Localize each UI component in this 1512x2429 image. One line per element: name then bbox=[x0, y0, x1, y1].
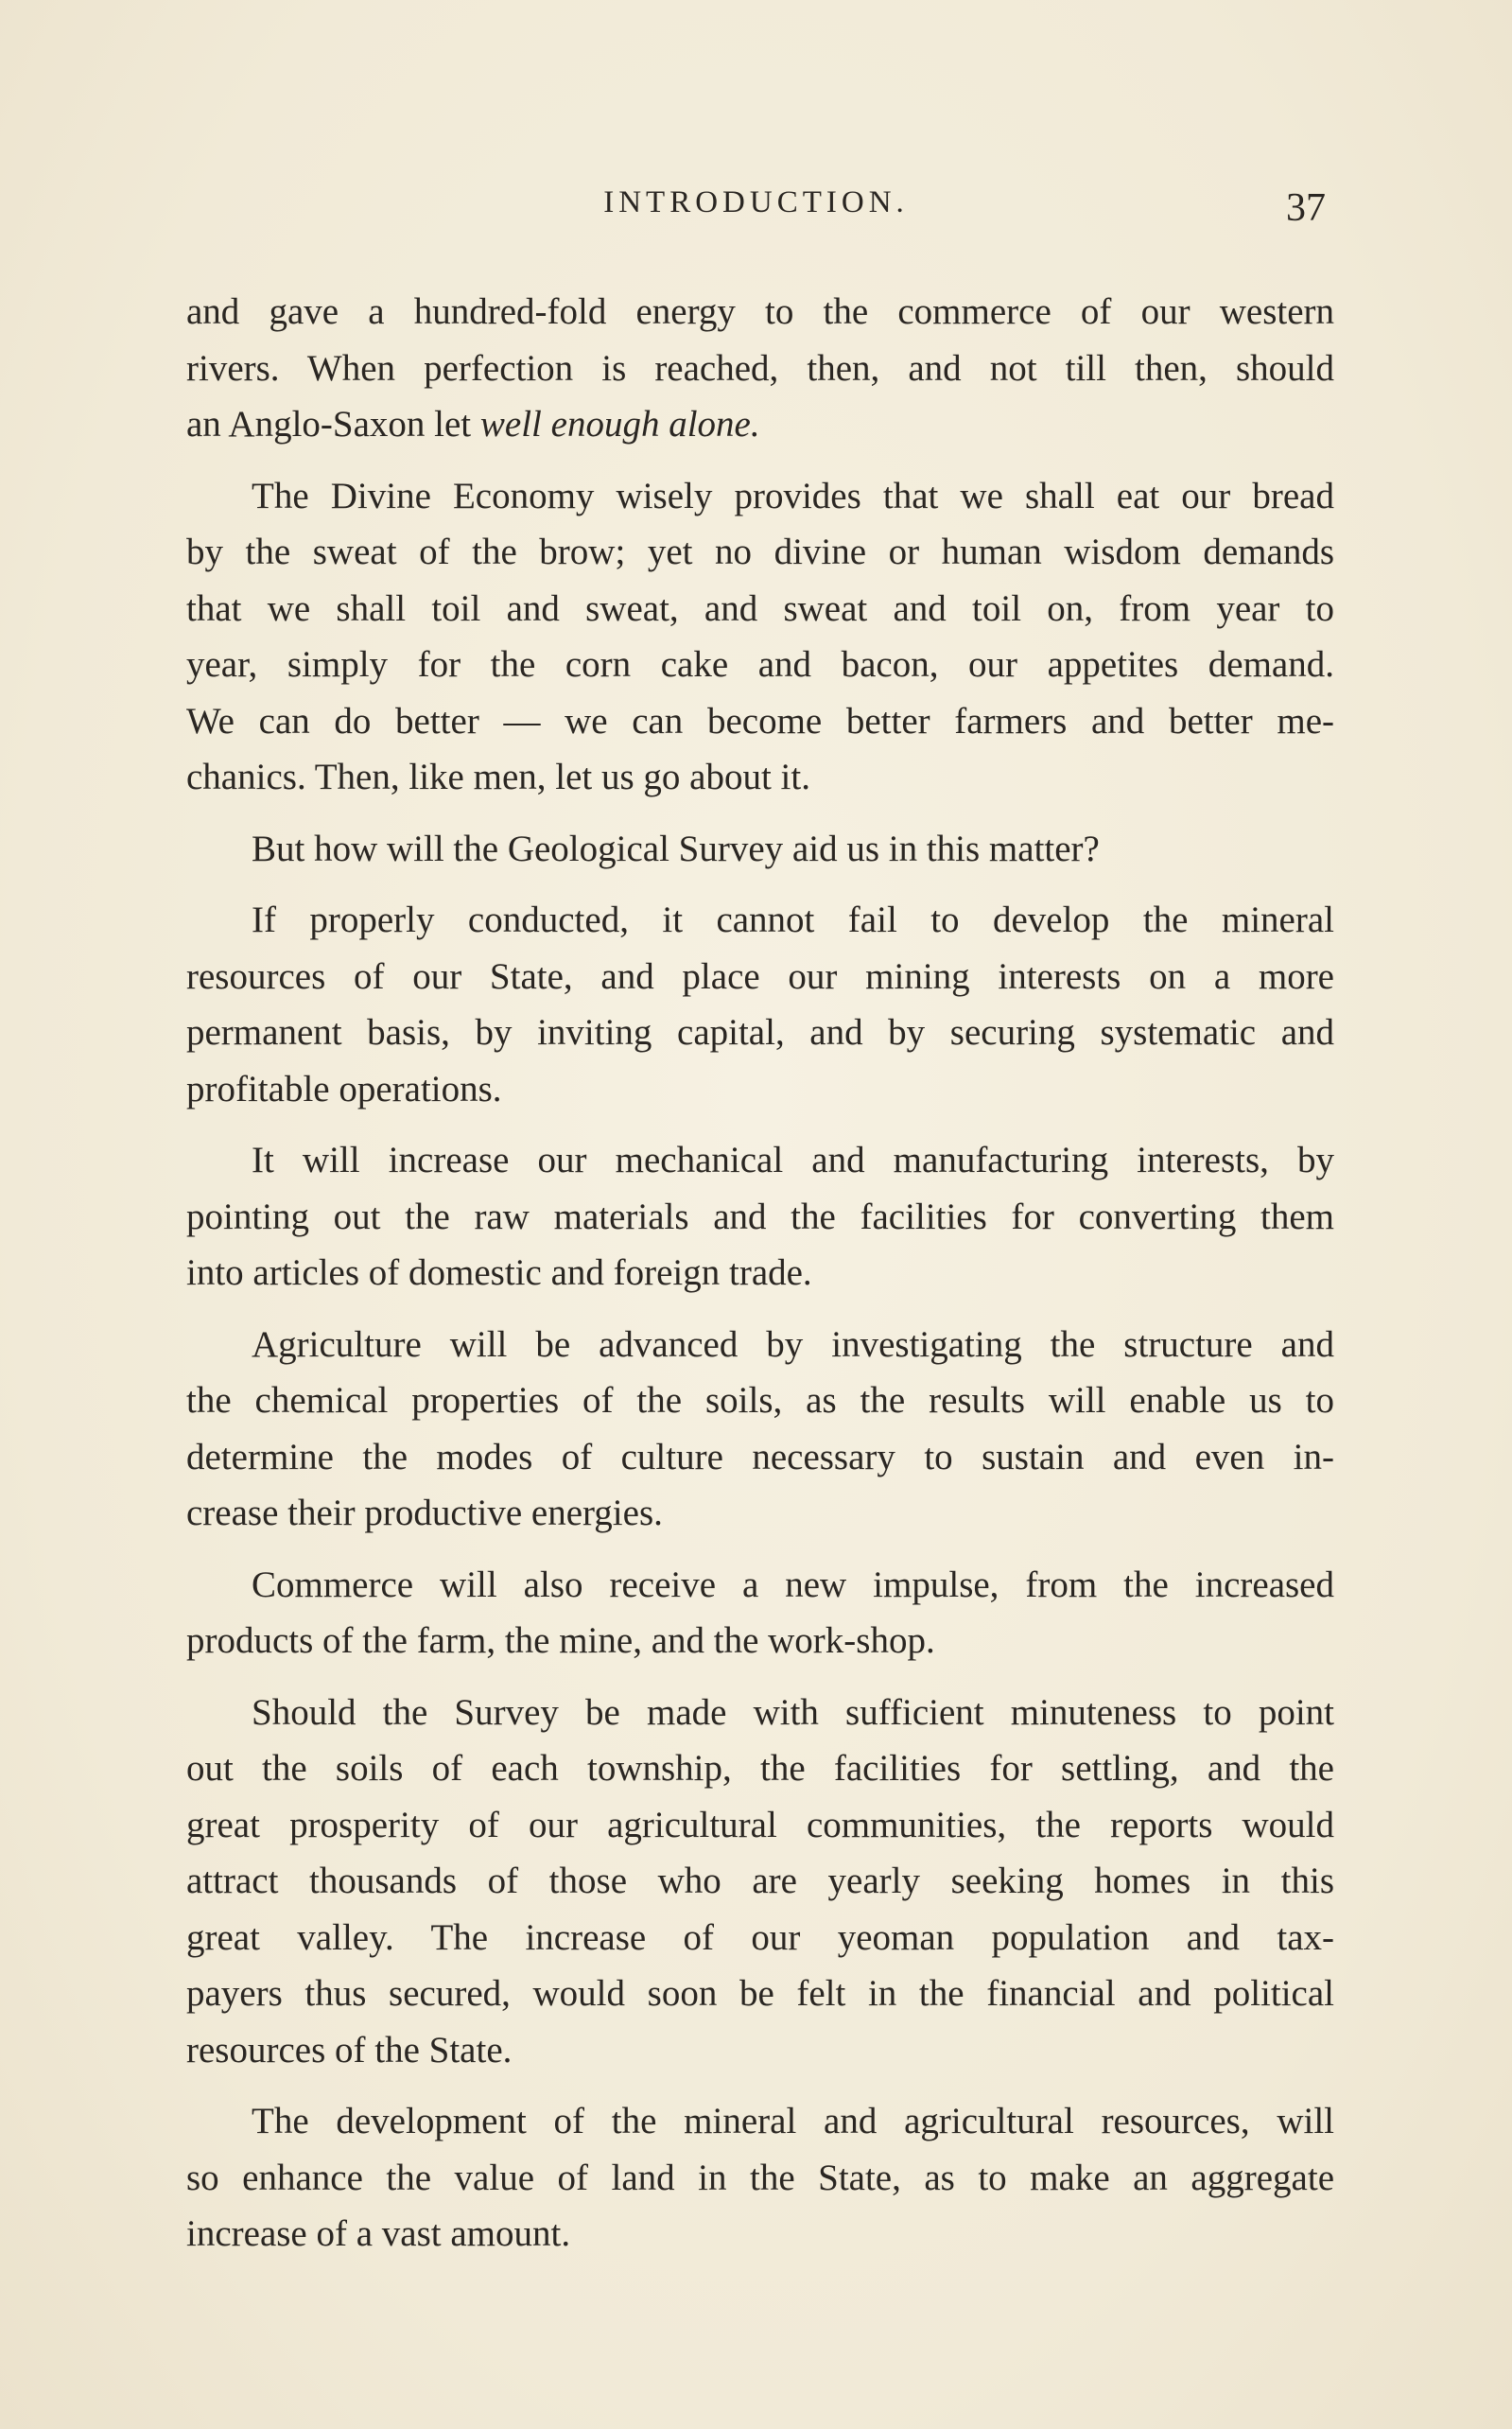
text-span: an Anglo-Saxon let bbox=[186, 404, 480, 445]
text-line: year, simply for the corn cake and bacon, our appetites demand. bbox=[186, 644, 1334, 685]
text-line: The development of the mineral and agricultural resources, will bbox=[252, 2101, 1334, 2141]
text-line: resources of our State, and place our mining interests on a more bbox=[186, 955, 1334, 997]
body-text bbox=[186, 284, 1334, 2263]
text-line: Should the Survey be made with sufficient minuteness to point bbox=[252, 1691, 1334, 1733]
text-line: rivers. When perfection is reached, then, and not till then, should bbox=[186, 347, 1334, 389]
text-line: pointing out the raw materials and the facilities for converting them bbox=[186, 1196, 1334, 1237]
text-line: into articles of domestic and foreign trade. bbox=[186, 1252, 812, 1293]
text-line: We can do better — we can become better farmers and better me- bbox=[186, 700, 1334, 742]
text-line: The Divine Economy wisely provides that we shall eat our bread bbox=[252, 475, 1334, 516]
paragraph-3 bbox=[186, 821, 1334, 878]
text-line: out the soils of each township, the facilities for settling, and the bbox=[186, 1748, 1334, 1789]
italic-phrase: well enough alone. bbox=[479, 404, 760, 445]
text-line: great prosperity of our agricultural communities, the reports would bbox=[186, 1804, 1334, 1845]
text-line: by the sweat of the brow; yet no divine or human wisdom demands bbox=[186, 532, 1334, 572]
text-line: Commerce will also receive a new impulse, from the increased bbox=[252, 1564, 1334, 1605]
text-line: that we shall toil and sweat, and sweat and toil on, from year to bbox=[186, 587, 1334, 629]
text-line: permanent basis, by inviting capital, and by securing systematic and bbox=[186, 1012, 1334, 1053]
text-line: crease their productive energies. bbox=[186, 1493, 663, 1533]
text-line: so enhance the value of land in the State, as to make an aggregate bbox=[186, 2157, 1334, 2198]
text-line: and gave a hundred-fold energy to the commerce of our western bbox=[186, 291, 1334, 332]
text-line: products of the farm, the mine, and the work-shop. bbox=[186, 1620, 935, 1661]
text-line: chanics. Then, like men, let us go about it. bbox=[186, 757, 810, 797]
text-line: resources of the State. bbox=[186, 2029, 513, 2071]
text-line: But how will the Geological Survey aid us in this matter? bbox=[252, 828, 1100, 869]
text-line: determine the modes of culture necessary to sustain and even in- bbox=[186, 1436, 1334, 1477]
paragraph-5 bbox=[186, 1132, 1334, 1302]
paragraph-8 bbox=[186, 1685, 1334, 2079]
text-line: payers thus secured, would soon be felt in the financial and political bbox=[186, 1973, 1334, 2014]
text-line: profitable operations. bbox=[186, 1068, 502, 1110]
text-line: increase of a vast amount. bbox=[186, 2213, 571, 2254]
text-line bbox=[186, 396, 1334, 453]
text-line: great valley. The increase of our yeoman population and tax- bbox=[186, 1916, 1334, 1958]
paragraph-7 bbox=[186, 1557, 1334, 1669]
paragraph-9 bbox=[186, 2093, 1334, 2263]
text-line: attract thousands of those who are yearly seeking homes in this bbox=[186, 1861, 1334, 1901]
paragraph-4 bbox=[186, 892, 1334, 1117]
text-line: It will increase our mechanical and manufacturing interests, by bbox=[252, 1140, 1334, 1180]
page-number: 37 bbox=[1286, 186, 1326, 230]
paragraph-2 bbox=[186, 468, 1334, 806]
text-line: the chemical properties of the soils, as the results will enable us to bbox=[186, 1380, 1334, 1421]
running-head: INTRODUCTION. bbox=[603, 185, 909, 219]
paragraph-1 bbox=[186, 284, 1334, 453]
text-line: If properly conducted, it cannot fail to develop the mineral bbox=[252, 900, 1334, 940]
paragraph-6 bbox=[186, 1317, 1334, 1542]
text-line: Agriculture will be advanced by investigating the structure and bbox=[252, 1323, 1334, 1365]
